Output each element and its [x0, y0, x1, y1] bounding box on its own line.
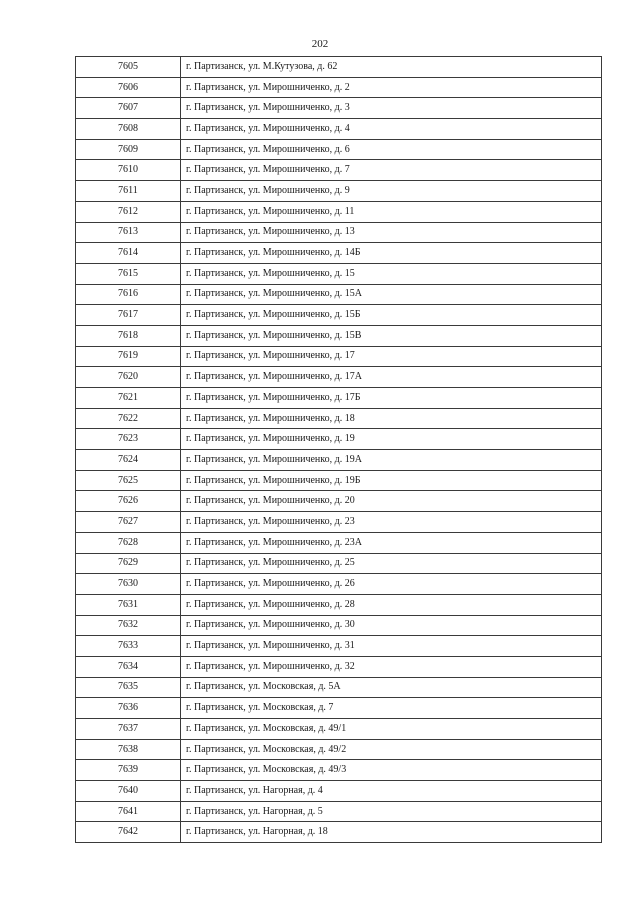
row-number-cell: 7631 — [76, 594, 181, 615]
address-cell: г. Партизанск, ул. Мирошниченко, д. 30 — [181, 615, 602, 636]
row-number-cell: 7605 — [76, 57, 181, 78]
table-row — [76, 263, 602, 284]
row-number-cell: 7624 — [76, 450, 181, 471]
table-row — [76, 677, 602, 698]
table-row — [76, 181, 602, 202]
table-row — [76, 532, 602, 553]
address-cell: г. Партизанск, ул. Мирошниченко, д. 17А — [181, 367, 602, 388]
row-number-cell: 7606 — [76, 77, 181, 98]
table-row — [76, 57, 602, 78]
address-cell: г. Партизанск, ул. Мирошниченко, д. 7 — [181, 160, 602, 181]
row-number-cell: 7630 — [76, 574, 181, 595]
row-number-cell: 7610 — [76, 160, 181, 181]
table-row — [76, 222, 602, 243]
table-row — [76, 781, 602, 802]
row-number-cell: 7628 — [76, 532, 181, 553]
table-row — [76, 760, 602, 781]
row-number-cell: 7614 — [76, 243, 181, 264]
row-number-cell: 7639 — [76, 760, 181, 781]
row-number-cell: 7634 — [76, 656, 181, 677]
address-cell: г. Партизанск, ул. Мирошниченко, д. 19Б — [181, 470, 602, 491]
address-cell: г. Партизанск, ул. Московская, д. 49/2 — [181, 739, 602, 760]
address-cell: г. Партизанск, ул. Мирошниченко, д. 15 — [181, 263, 602, 284]
address-cell: г. Партизанск, ул. Мирошниченко, д. 3 — [181, 98, 602, 119]
table-row — [76, 98, 602, 119]
address-cell: г. Партизанск, ул. Мирошниченко, д. 14Б — [181, 243, 602, 264]
address-cell: г. Партизанск, ул. Мирошниченко, д. 2 — [181, 77, 602, 98]
table-row — [76, 656, 602, 677]
row-number-cell: 7617 — [76, 305, 181, 326]
address-cell: г. Партизанск, ул. Мирошниченко, д. 15В — [181, 325, 602, 346]
address-cell: г. Партизанск, ул. Мирошниченко, д. 17 — [181, 346, 602, 367]
page-number: 202 — [311, 38, 329, 50]
table-row — [76, 636, 602, 657]
address-cell: г. Партизанск, ул. Московская, д. 49/1 — [181, 719, 602, 740]
address-cell: г. Партизанск, ул. Мирошниченко, д. 28 — [181, 594, 602, 615]
table-row — [76, 305, 602, 326]
address-cell: г. Партизанск, ул. Нагорная, д. 4 — [181, 781, 602, 802]
table-row — [76, 408, 602, 429]
address-cell: г. Партизанск, ул. М.Кутузова, д. 62 — [181, 57, 602, 78]
table-row — [76, 574, 602, 595]
row-number-cell: 7632 — [76, 615, 181, 636]
table-row — [76, 594, 602, 615]
row-number-cell: 7613 — [76, 222, 181, 243]
table-row — [76, 388, 602, 409]
address-cell: г. Партизанск, ул. Московская, д. 49/3 — [181, 760, 602, 781]
table-row — [76, 801, 602, 822]
table-row — [76, 512, 602, 533]
address-cell: г. Партизанск, ул. Мирошниченко, д. 32 — [181, 656, 602, 677]
address-cell: г. Партизанск, ул. Мирошниченко, д. 11 — [181, 201, 602, 222]
table-row — [76, 822, 602, 843]
address-cell: г. Партизанск, ул. Мирошниченко, д. 20 — [181, 491, 602, 512]
address-cell: г. Партизанск, ул. Нагорная, д. 5 — [181, 801, 602, 822]
row-number-cell: 7621 — [76, 388, 181, 409]
table-row — [76, 615, 602, 636]
address-cell: г. Партизанск, ул. Мирошниченко, д. 23 — [181, 512, 602, 533]
address-cell: г. Партизанск, ул. Мирошниченко, д. 15А — [181, 284, 602, 305]
row-number-cell: 7627 — [76, 512, 181, 533]
address-cell: г. Партизанск, ул. Мирошниченко, д. 17Б — [181, 388, 602, 409]
address-cell: г. Партизанск, ул. Мирошниченко, д. 19А — [181, 450, 602, 471]
address-registry-table — [75, 56, 602, 843]
row-number-cell: 7626 — [76, 491, 181, 512]
row-number-cell: 7622 — [76, 408, 181, 429]
address-cell: г. Партизанск, ул. Мирошниченко, д. 9 — [181, 181, 602, 202]
row-number-cell: 7612 — [76, 201, 181, 222]
row-number-cell: 7609 — [76, 139, 181, 160]
address-cell: г. Партизанск, ул. Нагорная, д. 18 — [181, 822, 602, 843]
row-number-cell: 7636 — [76, 698, 181, 719]
table-row — [76, 119, 602, 140]
row-number-cell: 7616 — [76, 284, 181, 305]
address-cell: г. Партизанск, ул. Мирошниченко, д. 4 — [181, 119, 602, 140]
table-row — [76, 470, 602, 491]
row-number-cell: 7611 — [76, 181, 181, 202]
address-cell: г. Партизанск, ул. Мирошниченко, д. 15Б — [181, 305, 602, 326]
address-cell: г. Партизанск, ул. Мирошниченко, д. 25 — [181, 553, 602, 574]
row-number-cell: 7633 — [76, 636, 181, 657]
row-number-cell: 7637 — [76, 719, 181, 740]
table-row — [76, 367, 602, 388]
table-row — [76, 553, 602, 574]
row-number-cell: 7620 — [76, 367, 181, 388]
row-number-cell: 7641 — [76, 801, 181, 822]
address-cell: г. Партизанск, ул. Московская, д. 5А — [181, 677, 602, 698]
table-row — [76, 77, 602, 98]
table-row — [76, 284, 602, 305]
address-cell: г. Партизанск, ул. Мирошниченко, д. 31 — [181, 636, 602, 657]
table-row — [76, 346, 602, 367]
table-row — [76, 491, 602, 512]
address-cell: г. Партизанск, ул. Московская, д. 7 — [181, 698, 602, 719]
table-body — [76, 57, 602, 843]
row-number-cell: 7619 — [76, 346, 181, 367]
table-row — [76, 325, 602, 346]
row-number-cell: 7618 — [76, 325, 181, 346]
address-cell: г. Партизанск, ул. Мирошниченко, д. 18 — [181, 408, 602, 429]
table-row — [76, 719, 602, 740]
address-cell: г. Партизанск, ул. Мирошниченко, д. 13 — [181, 222, 602, 243]
row-number-cell: 7607 — [76, 98, 181, 119]
table-row — [76, 139, 602, 160]
table-row — [76, 160, 602, 181]
row-number-cell: 7638 — [76, 739, 181, 760]
address-cell: г. Партизанск, ул. Мирошниченко, д. 23А — [181, 532, 602, 553]
row-number-cell: 7640 — [76, 781, 181, 802]
row-number-cell: 7623 — [76, 429, 181, 450]
row-number-cell: 7615 — [76, 263, 181, 284]
table-row — [76, 429, 602, 450]
table-row — [76, 243, 602, 264]
table-row — [76, 201, 602, 222]
address-cell: г. Партизанск, ул. Мирошниченко, д. 19 — [181, 429, 602, 450]
table-row — [76, 450, 602, 471]
row-number-cell: 7629 — [76, 553, 181, 574]
row-number-cell: 7608 — [76, 119, 181, 140]
table-row — [76, 739, 602, 760]
row-number-cell: 7625 — [76, 470, 181, 491]
address-cell: г. Партизанск, ул. Мирошниченко, д. 6 — [181, 139, 602, 160]
row-number-cell: 7635 — [76, 677, 181, 698]
address-cell: г. Партизанск, ул. Мирошниченко, д. 26 — [181, 574, 602, 595]
table-row — [76, 698, 602, 719]
row-number-cell: 7642 — [76, 822, 181, 843]
